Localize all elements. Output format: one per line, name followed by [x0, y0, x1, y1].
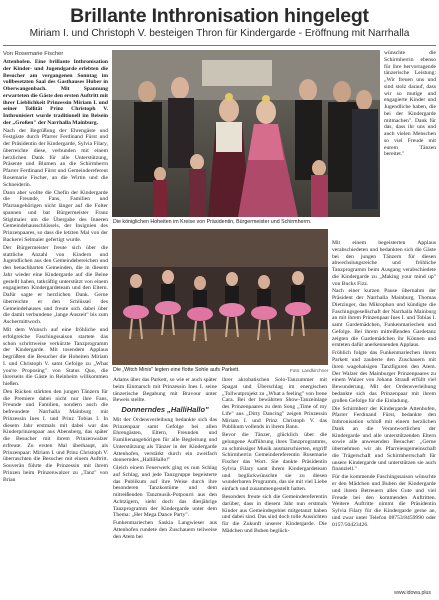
website-footer: www.idowa.plus: [394, 590, 431, 596]
article-column-1: [3, 59, 108, 597]
royal-group-photo: [112, 50, 380, 217]
photo-credit: Foto: Landkirchner: [290, 368, 329, 373]
paragraph: Die Schirmherr der Kindergarde Attenhofen, Pfarrer Ferdinand Fürst, bedankte den Inthronisation schloß mit einem herzlichen Dank an die Verantwortlichen der Kindergarde und alle unterstützenden Eltern sowie alle anwesenden Besucher: „Gerne übernehmen wir als Pfarreiengemeinschaft die Trägerschaft und Schirmherrschaft für unsere Kindergarde und unterstützen sie auch finanziell.": [332, 405, 436, 473]
dancers-photo-image: [112, 229, 328, 365]
paragraph: Für die kommende Faschingssaison wünschte er den Mädchen und Buben der Kindergarde und ihrem Betreuern alles Gute und viel Freude bei den kommenden Auftritten. Weitere Auftritte nimmt die Präsidentin Sylvia Filary für die Kindergarde gerne an, und zwar unter Telefon 08753/8459990 oder 0157/50423426.: [332, 474, 436, 528]
lead-paragraph: Attenhofen. Eine brillante Inthronisation der Kinder- und Jugendgarde erlebten die Besucher am vergangenen Sonntag im vollbesetzten Saal des Gasthauses Huber in Oberwangenbach. Mit Spannung erwarteten die Gäste den ersten Auftritt mit ihrer Lieblichkeit Prinzessin Miriam I. und seiner Tollität Prinz Christoph V. Inthronisiert wurde traditionell im Beisein der „Großen" der Narrhalla Mainburg.: [3, 59, 108, 126]
dancers-photo: [112, 229, 328, 365]
paragraph: Mit einem begeisterten Applaus verabschiedeten und bedankten sich die Gäste bei den jungen Tänzern für diesen abwechslungsreiche und fröhliche Tanzprogramm beim Ausgang verabschiedete die Kindergarde zu „Making your mind up" von Bucks Fizz.: [332, 240, 436, 287]
article-headline: Brillante Inthronisation hingelegt: [70, 5, 369, 27]
paragraph: Adams über das Parkett, so wie er auch später beim Einmarsch mit Prinzessin Ines I. seine tänzerische Begabung mit Bravour unter Beweis stellte.: [113, 377, 217, 404]
paragraph: Besonders freute sich die Gemeindereferentin darüber, dass in diesem Jahr nun erstmals Kinder aus Gemeindegebiet mitgetanzt haben und dabei sind. Das sind doch tolle Aussichten für die Zukunft unserer Kindergarde. Die Mädchen und Buben beglück-: [222, 494, 327, 534]
article-column-3: [222, 377, 327, 597]
article-subheadline: Miriam I. und Christoph V. besteigen Thron für Kindergarde - Eröffnung mit Narrhalla: [29, 28, 410, 39]
photo-caption-top: Die königlichen Hoheiten im Kreise von Präsidentin, Bürgermeister und Schirmherrn.: [113, 219, 312, 225]
paragraph: Funkenmariechen Saskia Langwieser aus Attenhofen rundete den Zuschauern teilweise den Atem bei: [113, 520, 217, 540]
photo-caption-bottom: Die „Witch Minis" legten eine flotte Sohle aufs Parkett.: [113, 367, 240, 373]
paragraph: Fröhlich folgte das Funkenmariechen ihrem Parkett und zauberte den Zuschauern mit ihren wagehalsigen Tanzfiguren den Atem. Der Walzer des Mainburger Prinzenpaares zu einem Walzer von Johann Strauß erfüllt viel Bewunderung. Mit der Ordensverleihung bedankte sich das Prinzenpaar mit ihrem großen Gefolge für die Einladung.: [332, 350, 436, 404]
paragraph: Gleich einem Feuerwerk ging es nun Schlag auf Schlag, und jede Tanzgruppe begeisterte das Publikum auf ihre Weise durch ihre besonderen Tanzkostüme und dem mitreißenden Tanzmusik-Potpourri aus den Achtzigern, sieht doch das diesjährige Tanzprogramm der Kindergarde unter dem Thema: „Her Mega Dance Party".: [113, 465, 217, 519]
article-column-2: [113, 377, 217, 597]
paragraph: Mit dem Wunsch auf eine fröhliche und erfolgreiche Faschingssaison startete das schon schrittweise verkürzte Tanzprogramm der Kindergarde. Mit tosendem Applaus begrüßten die Besucher die Hoheiten Miriam I. und Christoph V. samt Gefolge zu „What you're Proposing" von Status Quo, die ihrerseits die Gäste in Reinheim willkommen hießen.: [3, 327, 108, 387]
byline: Von Rosemarie Fischer: [3, 51, 64, 57]
paragraph: wünschte die Schirmherrin ebenso für ihre hervorragende tänzerische Leistung: „Wir freuen uns und sind stolz darauf, dass wir so mutige und engagierte Kinder und Jugendliche haben, die bei der Kindergarde mitmachen". Dank für das, dass ihr uns und auch vielen Menschen so viel Freude mit eurem Tänzen bereitet.": [384, 50, 436, 158]
paragraph: Mit der Ordensverleihung bedankte sich das Prinzenpaar samt Gefolge bei allen Ehrengästen, Eltern, Freunden und Familienangehörigen für alle Begleitung und Unterstützung als Tänzer in der Kindergarde Attenhofen, verstärkt durch ein zweifach donnerndes „HalliHallo!": [113, 416, 217, 464]
paragraph: Nach der Begrüßung der Ehrengäste und Festgäste durch Pfarrer Ferdinand Fürst und der Präsidentin der Kindergarde, Sylvia Filary, überreichte diese, verbunden mit einem herzlichen Dank für alle Unterstützung, Präsente und Blumen an die Schirmherrn Pfarrer Ferdinand Fürst und Gemeindereferent Rosemarie Fischer, an die Wirtin und die Schneiderin.: [3, 127, 108, 188]
paragraph: ihrer akrobatischen Solo-Tanzummer mit Spagat und Überschlag im energischen „Tollwutprojekt zu „What a feeling" von Irene Cara. Bei der bewährten Show-Tanzeinlage des Prinzenpaares zu dem Song „Time of my Life" aus „Dirty Dancing" zeigen Prinzessin Miriam I. und Prinz Christoph V. das Publikum vollends in ihrem Bann.: [222, 377, 327, 431]
paragraph: Den Rücken stärkten den jungen Tänzern für die Premiere dabei nicht nur ihre Fans, Freunde und Familien, sondern auch die befreundete Narrhalla Mainburg mit Prinzessin Ines I. und Prinz Tobias I. In diesem Jahr erstmals mit dabei war das Kinderprinzenpaar aus Abensberg, das später die Besucher mit ihrem Prinzenwalzer erfreute. Zu ersten Mal überhaupt, als Prinzenpaar: Miriam I. und Prinz Christoph V. überraschten die Besucher mit einem Auftritt. Souverän führte die Prinzessin mit ihrem Prinzen beim Prinzenwalzer zu „Tanz" von Brian: [3, 388, 108, 483]
paragraph: Dann aber wollte die Chefin der Kindergarde die Freunde, Fans, Familien und Pfarrangehörigen nicht länger auf die Folter spannen und bat Bürgermeister Franz Stiglmaier um die Übergabe des Inneren Gemeindehausschlüssels, der Insignien des Prinzenpaares, so dass die letzten Mal von der Backerei Selmaier gefertigt wurde.: [3, 189, 108, 243]
header-rule: [3, 45, 436, 46]
article-column-4: [384, 50, 436, 240]
intertitle: Donnerndes „HalliHallo": [121, 405, 209, 414]
paragraph: Bevor die Tänzer, glücklich über die gelungene Aufführung ihres Tanzprogramms, zu schmissiger Musik ausmarschierten, ergriff Schirmherrin Gemeindereferentin Rosemarie Fischer das Wort. Sie dankte Präsidentin Sylvia Filary samt ihrem Kindergardeteam und beglückwünschte sie zu diesen wunderbaren Programm, das sie mit viel Liebe einfach und zusammengestellt hatten.: [222, 432, 327, 493]
royal-group-photo-image: [112, 50, 380, 217]
article-column-4-continued: [332, 240, 436, 588]
paragraph: Der Bürgermeister freute sich über die stattliche Anzahl von Kindern und Jugendlichen aus den Gemeindebereichen und den benachbarten Gemeinden, die in diesem Jahr wieder eine Kindergarde auf die Beine gestellt haben, tatkräftig unterstützt von einem engagierten Kindergardeteam und den Eltern. Dafür sagte er herzlichen Dank. Gerne überreichte er den Schlüssel des Gemeindehauses und freute sich dabei über die damit verbundene „lange Auszeit" bis zum Aschermittwoch.: [3, 244, 108, 326]
paragraph: Nach einer kurzen Pause übernahm der Präsident der Narrhalla Mainburg, Thomas Dietzinger, das Mikrophon und kündigte die Faschingsgesellschaft der Narrhalla Mainburg an mit ihrem Prinzenpaar Ines I. und Tobias I. samt Gardemädchen, Funkenmariechen und Gefolge. Bei ihrem mitreißenden Gardetanz zeigten die Gardemädchen ihr Können und ernteten dafür anerkennenden Applaus.: [332, 288, 436, 349]
